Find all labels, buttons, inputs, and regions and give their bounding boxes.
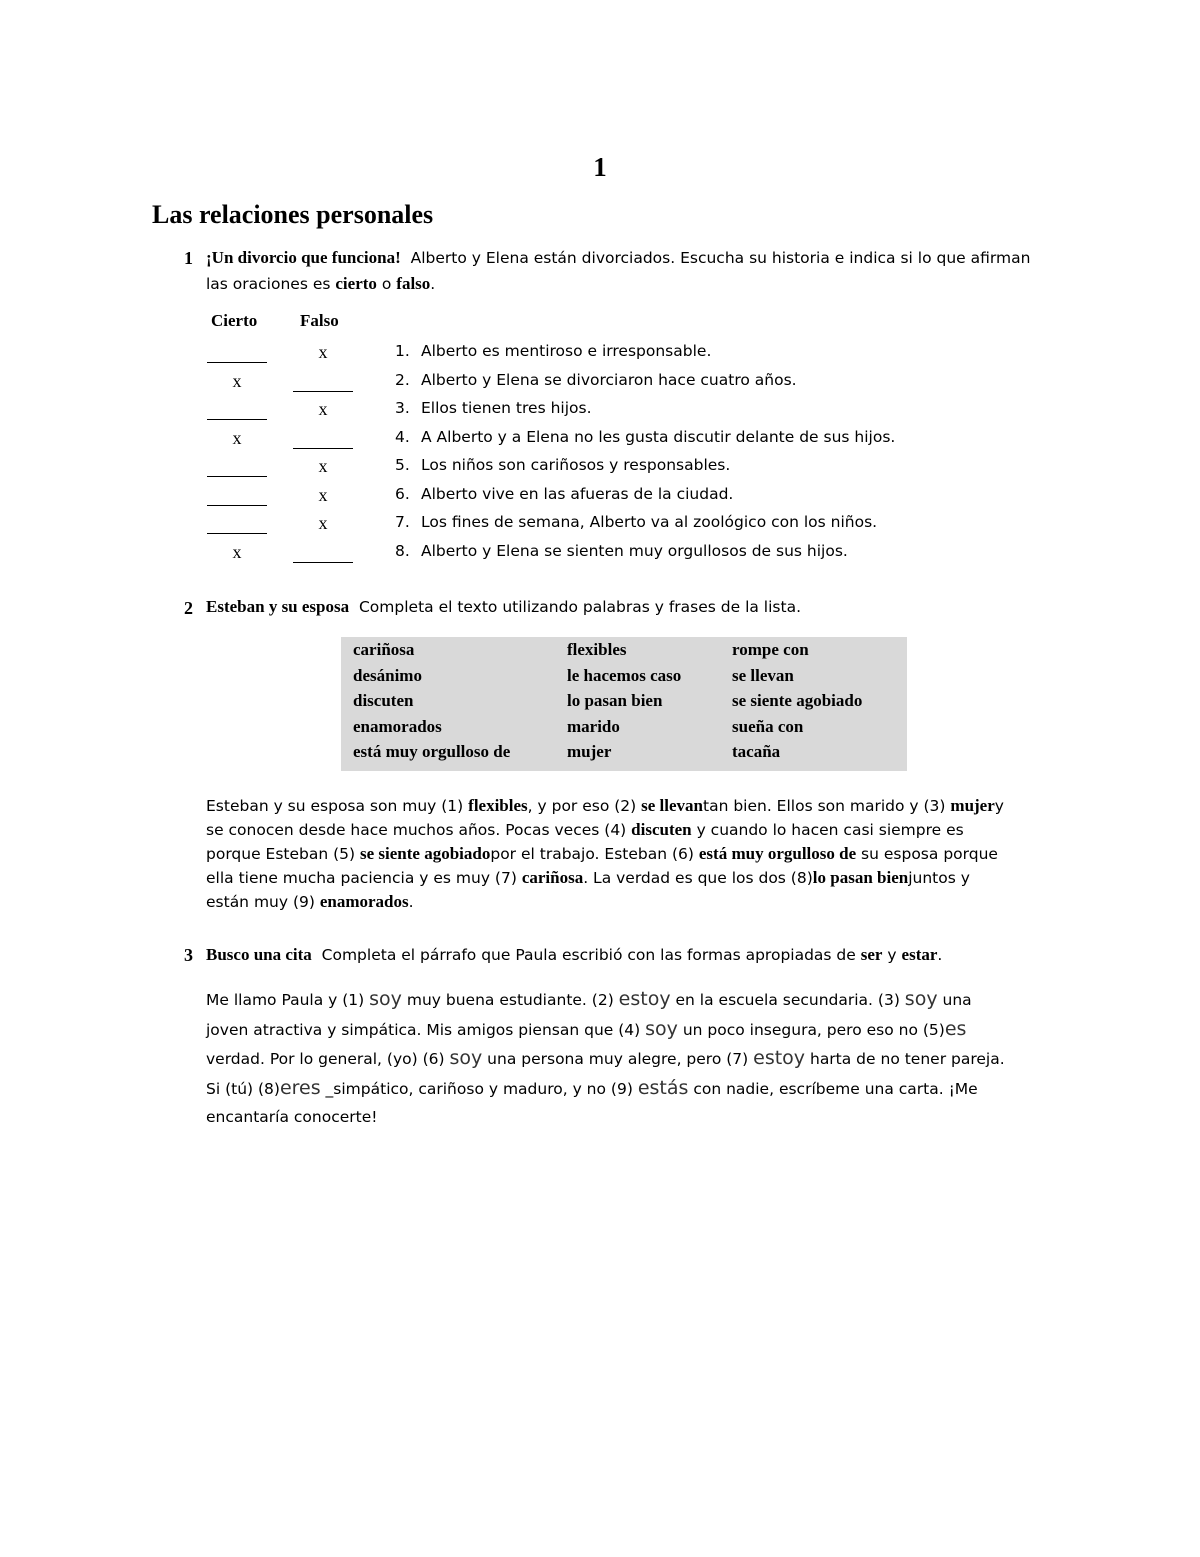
- paragraph-text: .: [408, 893, 414, 911]
- estar-word: estar: [901, 945, 938, 964]
- paragraph-text: juntos y están muy (9): [206, 869, 970, 911]
- paragraph-text: por el trabajo. Esteban (6): [490, 845, 699, 863]
- exercise-3-number: 3: [184, 945, 193, 965]
- cierto-blank: [207, 419, 267, 420]
- statement-text: A Alberto y a Elena no les gusta discutir delante de sus hijos.: [421, 427, 896, 446]
- word-bank-item: lo pasan bien: [567, 691, 663, 710]
- statement-number: 4.: [395, 427, 410, 446]
- word-bank-item: tacaña: [732, 742, 781, 761]
- paragraph-text: un poco insegura, pero eso no (5): [677, 1020, 945, 1039]
- paragraph-text: , y por eso (2): [527, 797, 642, 815]
- statement-item: [395, 342, 711, 360]
- answer-6: está muy orgulloso de: [698, 844, 857, 863]
- falso-word: falso: [396, 274, 431, 293]
- answer-5: es: [944, 1017, 967, 1040]
- falso-mark: x: [318, 484, 328, 505]
- cierto-blank: [207, 362, 267, 363]
- answer-4: discuten: [631, 820, 692, 839]
- ser-word: ser: [860, 945, 883, 964]
- paragraph-text: . La verdad es que los dos (8): [583, 869, 813, 887]
- o-word: o: [381, 275, 392, 293]
- paragraph-text: Me llamo Paula y (1): [206, 991, 370, 1009]
- paragraph-text: Esteban y su esposa son muy (1): [206, 797, 469, 815]
- word-bank-item: se llevan: [732, 665, 794, 685]
- word-bank-item: desánimo: [353, 665, 422, 685]
- cierto-mark: x: [232, 427, 242, 448]
- word-bank-item: cariñosa: [353, 640, 415, 659]
- statement-text: Ellos tienen tres hijos.: [421, 399, 592, 417]
- answer-2: se llevan: [641, 796, 703, 815]
- paragraph-text: y cuando lo hacen casi siempre es porque Esteban (5): [206, 821, 964, 863]
- statement-text: Los niños son cariñosos y responsables.: [421, 456, 731, 474]
- answer-2: estoy: [618, 988, 671, 1010]
- falso-mark: x: [318, 342, 328, 362]
- exercise-3-title: Busco una cita: [206, 945, 312, 964]
- statement-item: [395, 399, 592, 417]
- statement-number: 7.: [395, 513, 410, 531]
- column-header-falso: Falso: [300, 311, 339, 330]
- falso-mark: x: [318, 456, 328, 476]
- exercise-3-instructions: [206, 942, 1036, 968]
- cierto-blank: [207, 505, 267, 506]
- answer-5: se siente agobiado: [360, 844, 491, 863]
- answer-7: cariñosa: [521, 868, 584, 887]
- word-bank-item: rompe con: [732, 640, 809, 659]
- falso-blank: [293, 448, 353, 449]
- cierto-blank: [207, 533, 267, 534]
- paragraph-text: una persona muy alegre, pero (7): [482, 1050, 754, 1068]
- word-bank-item: sueña con: [732, 716, 804, 736]
- paragraph-text: su esposa porque ella tiene mucha paciencia y es muy (7): [206, 845, 998, 887]
- paragraph-text: muy buena estudiante. (2): [401, 991, 619, 1009]
- word-bank-item: se siente agobiado: [732, 691, 863, 710]
- exercise-2-number: 2: [184, 598, 193, 618]
- exercise-3-instructions-text: Completa el párrafo que Paula escribió con las formas apropiadas de: [321, 946, 856, 964]
- answer-9: estás: [637, 1076, 689, 1099]
- answer-6: soy: [449, 1047, 483, 1069]
- paragraph-text: tan bien. Ellos son marido y (3): [703, 797, 951, 815]
- statement-text: Alberto es mentiroso e irresponsable.: [421, 342, 712, 360]
- answer-4: soy: [645, 1017, 678, 1040]
- column-header-cierto: Cierto: [211, 311, 258, 330]
- falso-mark: x: [318, 399, 328, 419]
- word-bank-item: está muy orgulloso de: [353, 742, 511, 761]
- word-bank-item: flexibles: [567, 640, 627, 659]
- exercise-1-instructions: [206, 245, 1036, 297]
- period: .: [430, 275, 436, 293]
- statement-text: Alberto vive en las afueras de la ciudad.: [421, 484, 734, 503]
- answer-9: enamorados: [319, 892, 409, 911]
- word-bank: [341, 637, 907, 771]
- statement-text: Alberto y Elena se divorciaron hace cuatro años.: [421, 370, 797, 389]
- cierto-mark: x: [232, 370, 242, 391]
- paragraph-text: en la escuela secundaria. (3): [670, 991, 905, 1009]
- falso-mark: x: [318, 513, 328, 533]
- paragraph-text: y se conocen desde hace muchos años. Pocas veces (4): [206, 797, 1004, 839]
- statement-number: 1.: [395, 342, 410, 360]
- exercise-2-paragraph: [206, 794, 1006, 914]
- statement-number: 6.: [395, 484, 410, 503]
- paragraph-text: harta de no tener pareja. Si (tú) (8): [206, 1050, 1005, 1098]
- statement-item: [395, 456, 730, 474]
- word-bank-item: enamorados: [353, 716, 442, 736]
- paragraph-text: _simpático, cariñoso y maduro, y no (9): [320, 1079, 638, 1098]
- statement-text: Alberto y Elena se sienten muy orgullosos de sus hijos.: [421, 541, 848, 560]
- word-bank-item: mujer: [567, 742, 612, 761]
- falso-blank: [293, 391, 353, 392]
- exercise-1-instructions-text: Alberto y Elena están divorciados. Escucha su historia e indica si lo que afirman las oraciones es: [206, 249, 1031, 293]
- word-bank-item: marido: [567, 716, 620, 736]
- answer-7: estoy: [753, 1047, 806, 1069]
- statement-item: [395, 371, 797, 389]
- statement-text: Los fines de semana, Alberto va al zoológico con los niños.: [421, 513, 878, 531]
- exercise-2-instructions: [206, 594, 1036, 620]
- paragraph-text: con nadie, escríbeme una carta. ¡Me encantaría conocerte!: [206, 1079, 978, 1126]
- statement-number: 2.: [395, 370, 410, 389]
- exercise-2-title: Esteban y su esposa: [206, 597, 350, 616]
- answer-3: soy: [904, 988, 938, 1010]
- statement-item: [395, 542, 848, 560]
- paragraph-text: una joven atractiva y simpática. Mis amigos piensan que (4): [206, 991, 972, 1039]
- chapter-title: Las relaciones personales: [152, 200, 434, 229]
- answer-1: flexibles: [468, 796, 528, 815]
- answer-8: lo pasan bien: [812, 868, 909, 887]
- exercise-2-instructions-text: Completa el texto utilizando palabras y frases de la lista.: [358, 598, 801, 616]
- answer-1: soy: [369, 988, 402, 1010]
- word-bank-item: discuten: [353, 691, 414, 710]
- y-word: y: [887, 946, 897, 964]
- cierto-mark: x: [232, 541, 242, 562]
- period: .: [937, 946, 943, 964]
- word-bank-item: le hacemos caso: [567, 665, 682, 685]
- paragraph-text: verdad. Por lo general, (yo) (6): [206, 1050, 450, 1068]
- exercise-1-number: 1: [184, 248, 193, 268]
- exercise-3-paragraph: [206, 985, 1016, 1132]
- statement-item: [395, 485, 733, 503]
- answer-8: eres: [279, 1076, 321, 1099]
- statement-item: [395, 428, 895, 446]
- cierto-blank: [207, 476, 267, 477]
- statement-number: 8.: [395, 541, 410, 560]
- exercise-1-title: ¡Un divorcio que funciona!: [206, 248, 401, 267]
- statement-item: [395, 513, 877, 531]
- chapter-number: 1: [593, 152, 607, 182]
- cierto-word: cierto: [335, 274, 377, 293]
- falso-blank: [293, 562, 353, 563]
- answer-3: mujer: [950, 796, 995, 815]
- statement-number: 3.: [395, 399, 410, 417]
- statement-number: 5.: [395, 456, 410, 474]
